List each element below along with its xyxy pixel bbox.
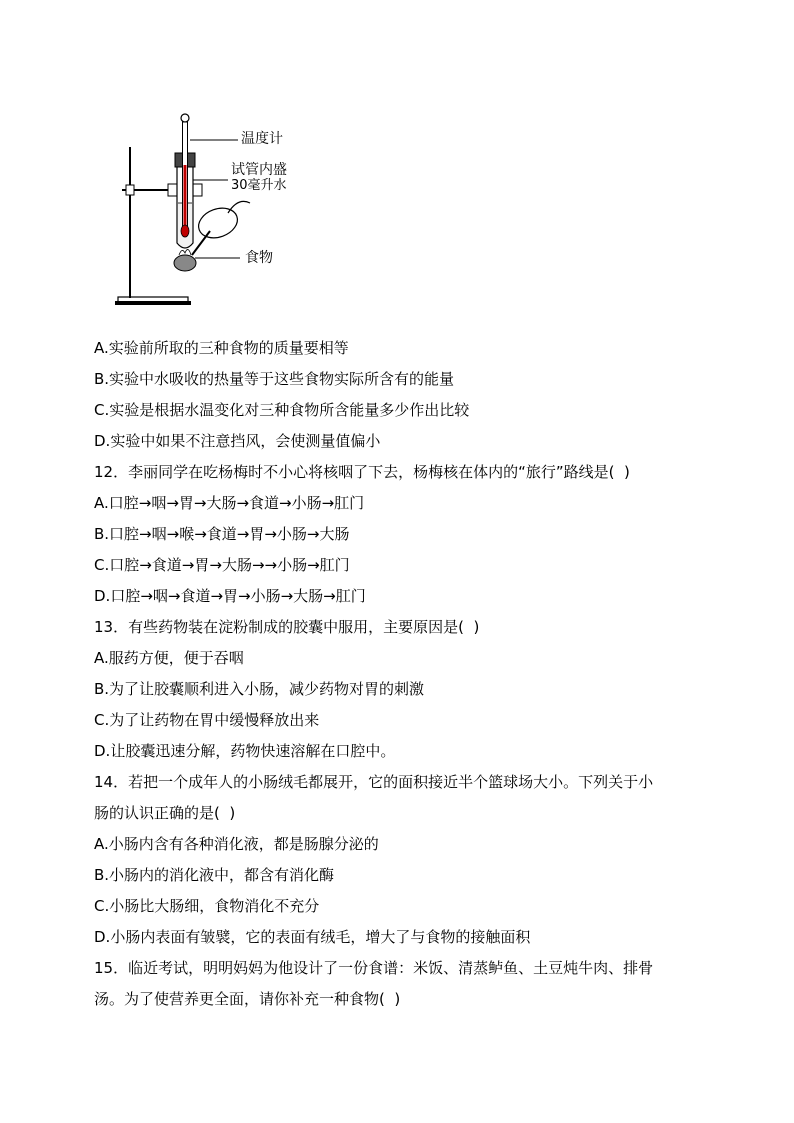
tube-label-line2: 30毫升水 [231,178,287,193]
thermometer-label: 温度计 [241,131,283,147]
q11-option-d: D.实验中如果不注意挡风，会使测量值偏小 [94,432,381,450]
q11-option-b: B.实验中水吸收的热量等于这些食物实际所含有的能量 [94,370,455,388]
q13-option-a: A.服药方便，便于吞咽 [94,649,244,667]
q14-option-d: D.小肠内表面有皱襞，它的表面有绒毛，增大了与食物的接触面积 [94,928,531,946]
q15-stem-line2: 汤。为了使营养更全面，请你补充一种食物( ) [94,990,401,1008]
q15-stem-line1: 15．临近考试，明明妈妈为他设计了一份食谱：米饭、清蒸鲈鱼、土豆炖牛肉、排骨 [94,959,654,977]
q13-stem: 13．有些药物装在淀粉制成的胶囊中服用，主要原因是( ) [94,618,480,636]
q12-option-a: A.口腔→咽→胃→大肠→食道→小肠→肛门 [94,494,365,512]
q14-option-c: C.小肠比大肠细，食物消化不充分 [94,897,320,915]
q12-stem: 12．李丽同学在吃杨梅时不小心将核咽了下去，杨梅核在体内的“旅行”路线是( ) [94,463,630,481]
question-content [94,333,699,1015]
q12-option-d: D.口腔→咽→食道→胃→小肠→大肠→肛门 [94,587,366,605]
q14-stem-line1: 14．若把一个成年人的小肠绒毛都展开，它的面积接近半个篮球场大小。下列关于小 [94,773,654,791]
q12-option-c: C.口腔→食道→胃→大肠→→小肠→肛门 [94,556,350,574]
q13-option-c: C.为了让药物在胃中缓慢释放出来 [94,711,320,729]
tube-label-line1: 试管内盛 [231,162,287,178]
q12-option-b: B.口腔→咽→喉→食道→胃→小肠→大肠 [94,525,350,543]
q14-stem-line2: 肠的认识正确的是( ) [94,804,236,822]
q14-option-a: A.小肠内含有各种消化液，都是肠腺分泌的 [94,835,379,853]
experiment-figure [100,105,300,310]
q11-option-c: C.实验是根据水温变化对三种食物所含能量多少作出比较 [94,401,470,419]
q14-option-b: B.小肠内的消化液中，都含有消化酶 [94,866,335,884]
q13-option-b: B.为了让胶囊顺利进入小肠，减少药物对胃的刺激 [94,680,425,698]
q11-option-a: A.实验前所取的三种食物的质量要相等 [94,339,349,357]
q13-option-d: D.让胶囊迅速分解，药物快速溶解在口腔中。 [94,742,396,760]
food-label: 食物 [245,250,273,266]
